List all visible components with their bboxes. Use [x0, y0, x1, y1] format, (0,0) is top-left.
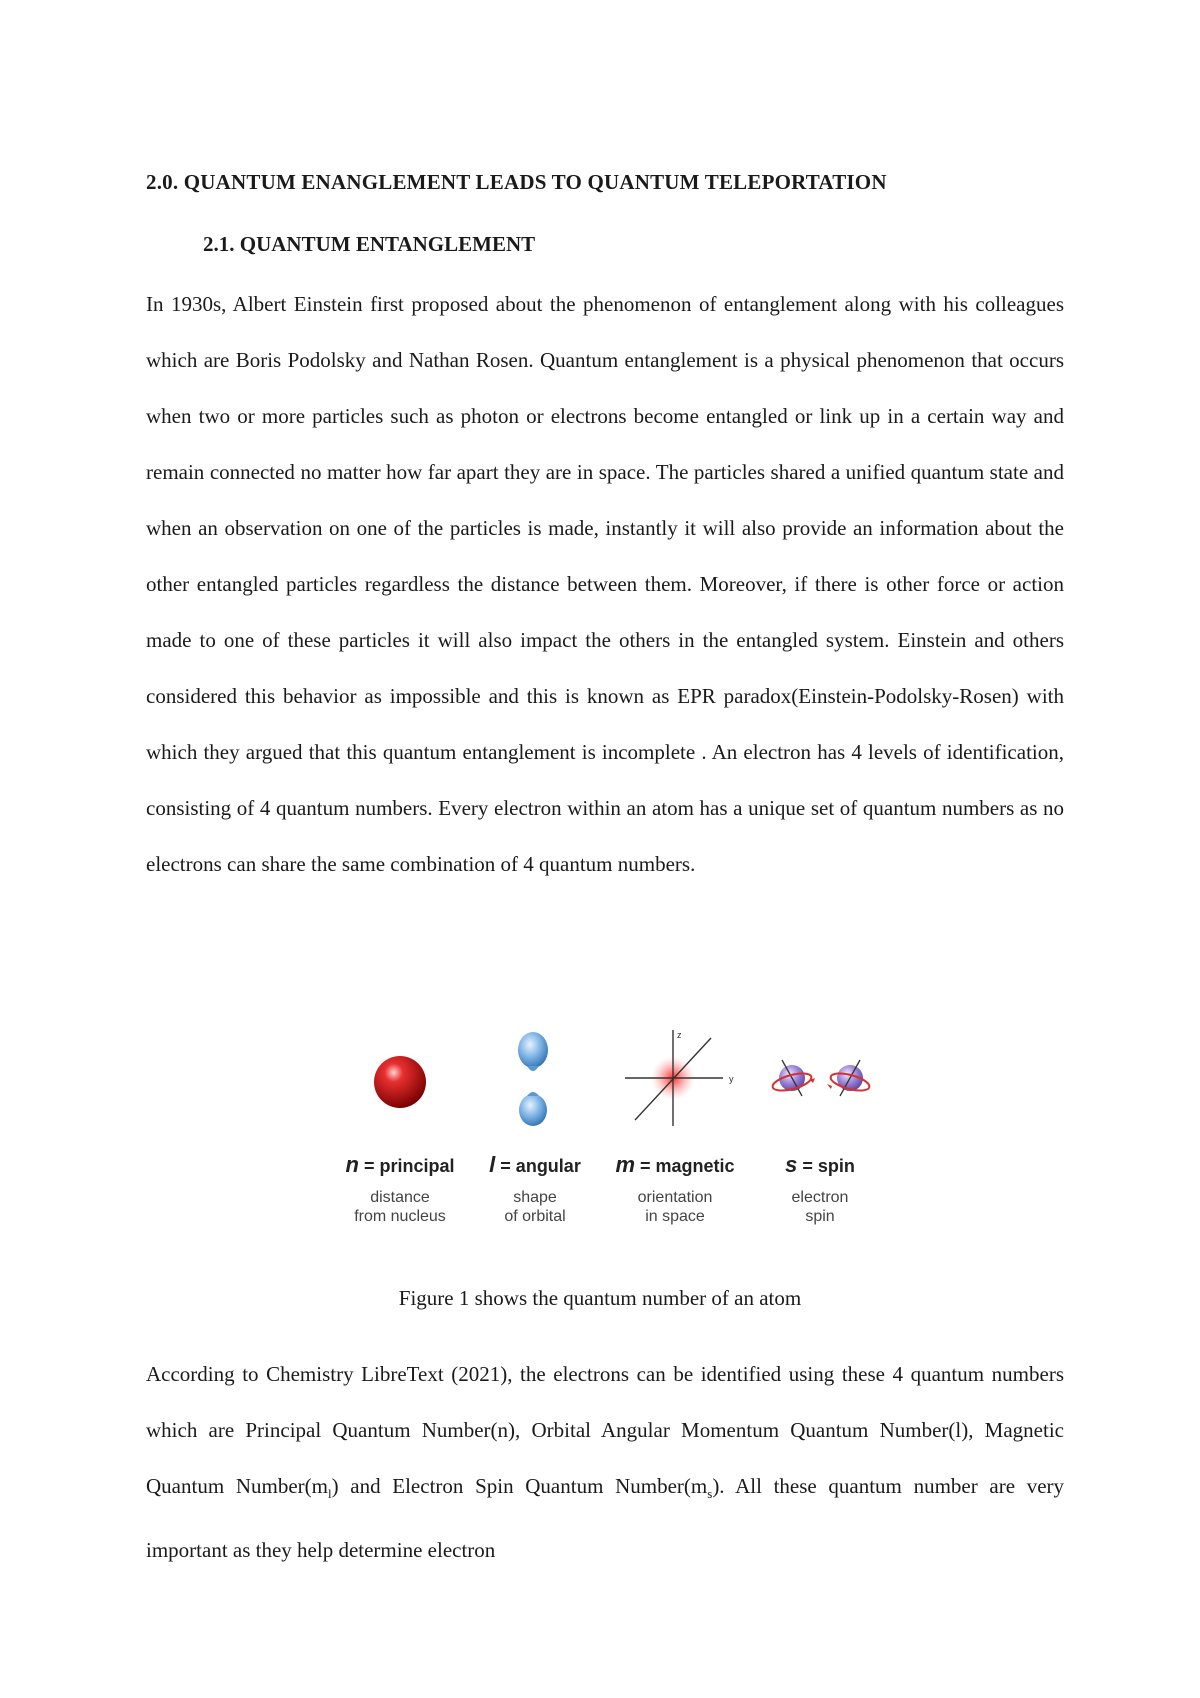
quantum-numbers-figure	[330, 1030, 890, 1230]
spin-label	[750, 1152, 890, 1178]
angular-description: shape of orbital	[504, 1189, 566, 1225]
z-axis-label: z	[677, 1030, 682, 1040]
p2-subscript-s: s	[707, 1486, 713, 1502]
principal-label	[330, 1152, 470, 1178]
angular-name: = angular	[500, 1156, 581, 1176]
red-sphere-icon	[330, 1030, 470, 1130]
body-paragraph	[146, 1346, 1064, 1578]
p2-text-after: ). All these quantum number are very important as they help determine electron	[146, 1474, 1065, 1563]
principal-name: = principal	[363, 1156, 455, 1176]
figure-item-magnetic	[605, 1030, 745, 1230]
magnetic-name: = magnetic	[640, 1156, 735, 1176]
subsection-heading: 2.1. QUANTUM ENTANGLEMENT	[203, 232, 536, 256]
axes-orientation-icon	[605, 1030, 745, 1130]
principal-symbol: n	[345, 1152, 359, 1177]
spin-symbol: s	[785, 1152, 798, 1177]
angular-symbol: l	[489, 1152, 496, 1177]
angular-label	[465, 1152, 605, 1178]
intro-paragraph: In 1930s, Albert Einstein first proposed about the phenomenon of entanglement along with his colleagues which are Boris Podolsky and Nathan Rosen. Quantum entanglement is a physical phenomenon that occurs when two or more particles such as photon or electrons become entangled or link up in a certain way and remain connected no matter how far apart they are in space. The particles shared a unified quantum state and when an observation on one of the particles is made, instantly it will also provide an information about the other entangled particles regardless the distance between them. Moreover, if there is other force or action made to one of these particles it will also impact the others in the entangled system. Einstein and others considered this behavior as impossible and this is known as EPR paradox(Einstein-Podolsky-Rosen) with which they argued that this quantum entanglement is incomplete . An electron has 4 levels of identification, consisting of 4 quantum numbers. Every electron within an atom has a unique set of quantum numbers as no electrons can share the same combination of 4 quantum numbers.	[146, 292, 1064, 876]
magnetic-label	[605, 1152, 745, 1178]
y-axis-label: y	[729, 1074, 734, 1084]
section-heading: 2.0. QUANTUM ENANGLEMENT LEADS TO QUANTUM TELEPORTATION	[146, 170, 887, 194]
spin-name: = spin	[802, 1156, 855, 1176]
figure-item-principal	[330, 1030, 470, 1230]
orbital-lobes-icon	[465, 1030, 605, 1130]
magnetic-description: orientation in space	[637, 1189, 713, 1225]
principal-description: distance from nucleus	[354, 1189, 446, 1225]
figure-item-angular	[465, 1030, 605, 1230]
spin-description: electron spin	[791, 1189, 849, 1225]
p2-subscript-l: l	[327, 1486, 332, 1502]
p2-text-between: ) and Electron Spin Quantum Number(m	[331, 1474, 708, 1498]
magnetic-symbol: m	[615, 1152, 635, 1177]
figure-caption: Figure 1 shows the quantum number of an atom	[398, 1286, 802, 1310]
electron-spin-icon	[750, 1030, 890, 1130]
p2-text-before: According to Chemistry LibreText (2021), the electrons can be identified using these 4 quantum numbers which are Principal Quantum Number(n), Orbital Angular Momentum Quantum Number(l), Magnetic Quantum Number(m	[146, 1362, 1064, 1498]
figure-item-spin	[750, 1030, 890, 1230]
